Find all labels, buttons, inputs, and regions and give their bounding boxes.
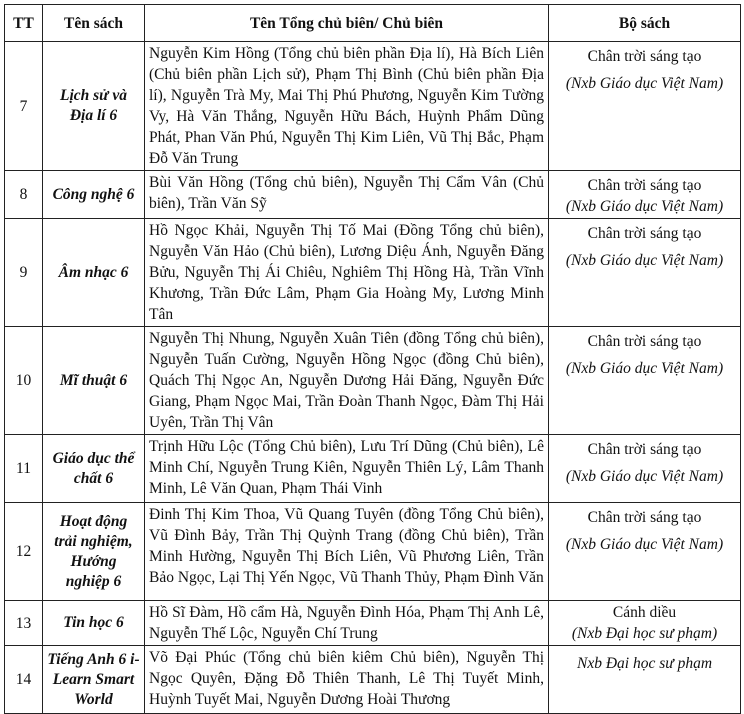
editors-list: Nguyễn Thị Nhung, Nguyễn Xuân Tiên (đồng Tổng chủ biên), Nguyễn Tuấn Cường, Nguyễn Hồng Ngọc (đồng Chủ biên), Quách Thị Ngọc An, Nguyễn Dương Hải Đăng, Nguyễn Đức Giang, Phạm Ngọc Mai, Trần Đoàn Thanh Ngọc, Đàm Thị Hải Uyên, Trần Thị Vân [145,327,549,435]
row-number: 12 [5,503,43,601]
book-name: Giáo dục thể chất 6 [43,435,145,503]
series-name: Chân trời sáng tạo [587,441,702,458]
table-row [5,646,741,714]
header-series: Bộ sách [549,5,741,42]
editors-list: Bùi Văn Hồng (Tổng chủ biên), Nguyễn Thị Cẩm Vân (Chủ biên), Trần Văn Sỹ [145,171,549,219]
editors-list: Đinh Thị Kim Thoa, Vũ Quang Tuyên (đồng Tổng Chủ biên), Vũ Đình Bảy, Trần Thị Quỳnh Trang (đồng Chủ biên), Trần Minh Hường, Nguyễn Thị Bích Liên, Vũ Phương Liên, Trần Bảo Ngọc, Lại Thị Yến Ngọc, Vũ Thanh Thủy, Phạm Đình Văn [145,503,549,601]
table-header-row [5,5,741,42]
book-name: Hoạt động trải nghiệm, Hướng nghiệp 6 [43,503,145,601]
book-name: Công nghệ 6 [43,171,145,219]
table-row [5,42,741,171]
table-row [5,327,741,435]
table-row [5,435,741,503]
table-row [5,503,741,601]
series-name: Chân trời sáng tạo [587,509,702,526]
series-name: Cánh diều [612,604,677,621]
table-row [5,601,741,646]
header-book-name: Tên sách [43,5,145,42]
editors-list: Võ Đại Phúc (Tổng chủ biên kiêm Chủ biên), Nguyễn Thị Ngọc Quyên, Đặng Đỗ Thiên Thanh, Lê Thị Tuyết Minh, Huỳnh Tuyết Mai, Nguyễn Dương Hoài Thương [145,646,549,714]
series-cell [549,219,741,327]
editors-list: Hồ Ngọc Khải, Nguyễn Thị Tố Mai (Đồng Tổng chủ biên), Nguyễn Văn Hảo (Chủ biên), Lương Diệu Ánh, Nguyễn Đăng Bửu, Nguyễn Thị Ái Chiêu, Nghiêm Thị Hồng Hà, Trần Vĩnh Khương, Trần Đức Lâm, Phạm Gia Hoàng My, Lương Minh Tân [145,219,549,327]
table-row [5,171,741,219]
table-row [5,219,741,327]
header-editors: Tên Tổng chủ biên/ Chủ biên [145,5,549,42]
series-cell [549,646,741,714]
row-number: 10 [5,327,43,435]
book-name: Tin học 6 [43,601,145,646]
series-name: Chân trời sáng tạo [587,48,702,65]
series-cell [549,601,741,646]
book-name: Tiếng Anh 6 i-Learn Smart World [43,646,145,714]
row-number: 8 [5,171,43,219]
series-cell [549,503,741,601]
series-cell [549,435,741,503]
publisher-name: (Nxb Giáo dục Việt Nam) [565,198,724,215]
publisher-name: (Nxb Giáo dục Việt Nam) [565,536,724,553]
publisher-name: (Nxb Đại học sư phạm) [571,625,718,642]
editors-list: Hồ Sĩ Đàm, Hồ cẩm Hà, Nguyễn Đình Hóa, Phạm Thị Anh Lê, Nguyễn Thế Lộc, Nguyễn Chí Trung [145,601,549,646]
series-cell [549,42,741,171]
series-name: Chân trời sáng tạo [587,225,702,242]
textbook-table [4,4,741,714]
series-cell [549,327,741,435]
book-name: Mĩ thuật 6 [43,327,145,435]
row-number: 9 [5,219,43,327]
publisher-name: (Nxb Giáo dục Việt Nam) [565,252,724,269]
publisher-name: Nxb Đại học sư phạm [576,655,713,672]
row-number: 11 [5,435,43,503]
row-number: 13 [5,601,43,646]
series-cell [549,171,741,219]
publisher-name: (Nxb Giáo dục Việt Nam) [565,468,724,485]
publisher-name: (Nxb Giáo dục Việt Nam) [565,75,724,92]
row-number: 7 [5,42,43,171]
book-name: Âm nhạc 6 [43,219,145,327]
series-name: Chân trời sáng tạo [587,333,702,350]
editors-list: Trịnh Hữu Lộc (Tổng Chủ biên), Lưu Trí Dũng (Chủ biên), Lê Minh Chí, Nguyễn Trung Kiên, Nguyễn Thiên Lý, Lâm Thanh Minh, Lê Văn Quan, Phạm Thái Vinh [145,435,549,503]
header-tt: TT [5,5,43,42]
publisher-name: (Nxb Giáo dục Việt Nam) [565,360,724,377]
series-name: Chân trời sáng tạo [587,177,702,194]
book-name: Lịch sử và Địa lí 6 [43,42,145,171]
editors-list: Nguyễn Kim Hồng (Tổng chủ biên phần Địa lí), Hà Bích Liên (Chủ biên phần Lịch sử), Phạm Thị Bình (Chủ biên phần Địa lí), Nguyễn Trà My, Mai Thị Phú Phương, Nguyễn Kim Tường Vy, Hà Văn Thắng, Nguyễn Hữu Bách, Huỳnh Phẩm Dũng Phát, Phan Văn Phú, Nguyễn Thị Kim Liên, Vũ Thị Bắc, Phạm Đỗ Văn Trung [145,42,549,171]
row-number: 14 [5,646,43,714]
